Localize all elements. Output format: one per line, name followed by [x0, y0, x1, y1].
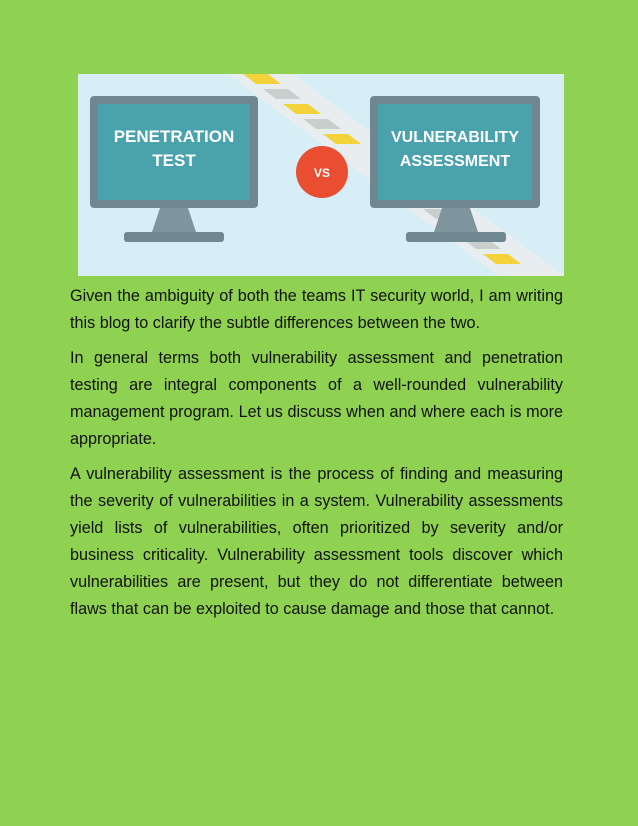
article-body — [70, 283, 563, 631]
left-screen-line2: TEST — [152, 151, 196, 170]
vs-badge — [296, 146, 348, 198]
right-monitor — [370, 96, 540, 242]
paragraph-vulnerability-assessment: A vulnerability assessment is the process of finding and measuring the severity of vulnerabilities in a system. Vulnerability assessments yield lists of vulnerabilities, often prioritized by severity and/or business criticality. Vulnerability assessment tools discover which vulnerabilities are present, but they do not differentiate between flaws that can be exploited to cause damage and those that cannot. — [70, 465, 563, 618]
right-screen-line2: ASSESSMENT — [399, 153, 511, 170]
left-monitor — [90, 96, 258, 242]
vs-label: VS — [313, 166, 331, 180]
left-screen-line1: PENETRATION — [113, 127, 235, 146]
right-screen-line1: VULNERABILITY — [391, 129, 519, 146]
paragraph-general-terms: In general terms both vulnerability assessment and penetration testing are integral components of a well-rounded vulnerability management program. Let us discuss when and where each is more appropriate. — [70, 349, 563, 448]
paragraph-intro: Given the ambiguity of both the teams IT security world, I am writing this blog to clarify the subtle differences between the two. — [70, 287, 563, 332]
pentest-vs-vulnerability-illustration — [78, 74, 564, 276]
